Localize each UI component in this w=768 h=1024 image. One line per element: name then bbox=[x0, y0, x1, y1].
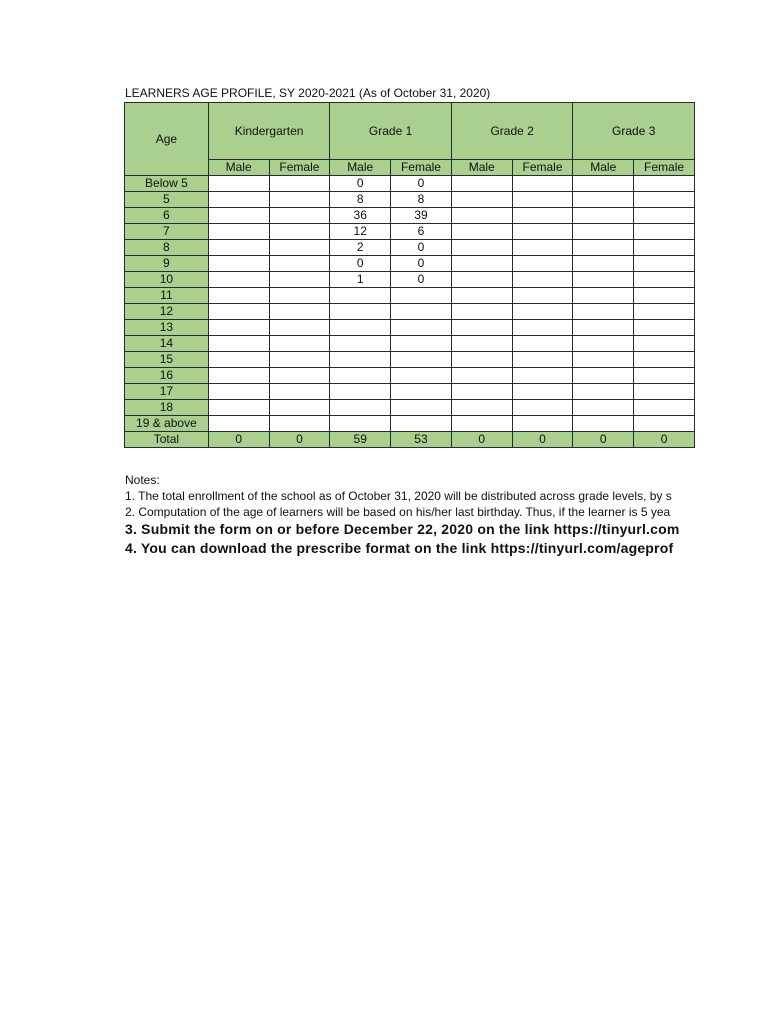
table-row bbox=[125, 176, 695, 192]
count-cell[interactable] bbox=[391, 368, 452, 384]
age-cell: 13 bbox=[125, 320, 209, 336]
age-header: Age bbox=[125, 103, 209, 176]
total-label: Total bbox=[125, 432, 209, 448]
count-cell[interactable] bbox=[269, 384, 330, 400]
count-cell[interactable] bbox=[269, 256, 330, 272]
age-cell: 7 bbox=[125, 224, 209, 240]
total-cell: 0 bbox=[451, 432, 512, 448]
count-cell[interactable] bbox=[391, 320, 452, 336]
count-cell[interactable] bbox=[573, 320, 634, 336]
table-row bbox=[125, 368, 695, 384]
count-cell[interactable] bbox=[512, 272, 573, 288]
group-header-kindergarten: Kindergarten bbox=[208, 103, 330, 160]
count-cell[interactable] bbox=[330, 336, 391, 352]
count-cell[interactable] bbox=[330, 368, 391, 384]
count-cell[interactable] bbox=[208, 288, 269, 304]
table-row bbox=[125, 288, 695, 304]
table-row bbox=[125, 304, 695, 320]
age-profile-table bbox=[124, 102, 695, 448]
table-row bbox=[125, 240, 695, 256]
count-cell[interactable] bbox=[208, 320, 269, 336]
count-cell[interactable] bbox=[330, 304, 391, 320]
count-cell[interactable] bbox=[634, 256, 695, 272]
total-cell: 59 bbox=[330, 432, 391, 448]
sub-header-female: Female bbox=[512, 160, 573, 176]
count-cell[interactable] bbox=[269, 304, 330, 320]
total-cell: 0 bbox=[634, 432, 695, 448]
count-cell[interactable] bbox=[512, 256, 573, 272]
count-cell[interactable] bbox=[269, 368, 330, 384]
count-cell[interactable] bbox=[451, 336, 512, 352]
count-cell[interactable] bbox=[208, 336, 269, 352]
count-cell[interactable] bbox=[451, 368, 512, 384]
count-cell[interactable] bbox=[208, 400, 269, 416]
count-cell[interactable] bbox=[391, 416, 452, 432]
table-row bbox=[125, 256, 695, 272]
count-cell[interactable] bbox=[208, 384, 269, 400]
count-cell[interactable] bbox=[451, 176, 512, 192]
count-cell[interactable] bbox=[208, 272, 269, 288]
count-cell[interactable] bbox=[208, 368, 269, 384]
count-cell[interactable] bbox=[573, 192, 634, 208]
count-cell[interactable] bbox=[330, 384, 391, 400]
table-row bbox=[125, 400, 695, 416]
count-cell[interactable] bbox=[634, 272, 695, 288]
count-cell[interactable]: 0 bbox=[391, 272, 452, 288]
count-cell[interactable] bbox=[391, 400, 452, 416]
count-cell[interactable] bbox=[208, 192, 269, 208]
table-row bbox=[125, 192, 695, 208]
count-cell[interactable] bbox=[269, 208, 330, 224]
notes-heading: Notes: bbox=[125, 473, 160, 487]
age-cell: 18 bbox=[125, 400, 209, 416]
count-cell[interactable] bbox=[269, 352, 330, 368]
count-cell[interactable] bbox=[208, 304, 269, 320]
count-cell[interactable] bbox=[391, 288, 452, 304]
age-cell: 9 bbox=[125, 256, 209, 272]
count-cell[interactable]: 0 bbox=[391, 256, 452, 272]
count-cell[interactable] bbox=[330, 400, 391, 416]
count-cell[interactable] bbox=[573, 336, 634, 352]
count-cell[interactable] bbox=[269, 176, 330, 192]
count-cell[interactable] bbox=[269, 400, 330, 416]
count-cell[interactable] bbox=[208, 240, 269, 256]
count-cell[interactable] bbox=[634, 304, 695, 320]
table-row bbox=[125, 416, 695, 432]
count-cell[interactable] bbox=[269, 224, 330, 240]
count-cell[interactable] bbox=[269, 192, 330, 208]
count-cell[interactable] bbox=[573, 208, 634, 224]
age-cell: 6 bbox=[125, 208, 209, 224]
age-cell: 15 bbox=[125, 352, 209, 368]
count-cell[interactable] bbox=[573, 352, 634, 368]
group-header-grade-3: Grade 3 bbox=[573, 103, 695, 160]
table-row bbox=[125, 336, 695, 352]
total-cell: 0 bbox=[269, 432, 330, 448]
count-cell[interactable]: 0 bbox=[330, 176, 391, 192]
count-cell[interactable] bbox=[512, 176, 573, 192]
count-cell[interactable] bbox=[269, 336, 330, 352]
group-header-grade-1: Grade 1 bbox=[330, 103, 452, 160]
count-cell[interactable] bbox=[634, 336, 695, 352]
count-cell[interactable] bbox=[208, 176, 269, 192]
count-cell[interactable]: 36 bbox=[330, 208, 391, 224]
count-cell[interactable] bbox=[330, 320, 391, 336]
table-row bbox=[125, 320, 695, 336]
age-cell: 8 bbox=[125, 240, 209, 256]
notes-section bbox=[125, 472, 680, 558]
count-cell[interactable]: 0 bbox=[391, 176, 452, 192]
count-cell[interactable] bbox=[573, 176, 634, 192]
sub-header-female: Female bbox=[269, 160, 330, 176]
sub-header-female: Female bbox=[391, 160, 452, 176]
count-cell[interactable] bbox=[634, 288, 695, 304]
count-cell[interactable] bbox=[330, 416, 391, 432]
note-item-bold: 3. Submit the form on or before December 22, 2020 on the link https://tinyurl.com bbox=[125, 521, 680, 537]
note-item: 1. The total enrollment of the school as of October 31, 2020 will be distributed across grade levels, by s bbox=[125, 489, 672, 503]
total-row bbox=[125, 432, 695, 448]
count-cell[interactable] bbox=[269, 272, 330, 288]
count-cell[interactable] bbox=[512, 240, 573, 256]
count-cell[interactable] bbox=[451, 272, 512, 288]
table-row bbox=[125, 208, 695, 224]
age-cell: 12 bbox=[125, 304, 209, 320]
count-cell[interactable] bbox=[330, 352, 391, 368]
count-cell[interactable] bbox=[208, 224, 269, 240]
sub-header-male: Male bbox=[208, 160, 269, 176]
count-cell[interactable] bbox=[634, 368, 695, 384]
note-item: 2. Computation of the age of learners will be based on his/her last birthday. Thus, if the learner is 5 yea bbox=[125, 505, 671, 519]
count-cell[interactable] bbox=[391, 304, 452, 320]
group-header-grade-2: Grade 2 bbox=[451, 103, 573, 160]
age-cell: 11 bbox=[125, 288, 209, 304]
count-cell[interactable]: 8 bbox=[391, 192, 452, 208]
count-cell[interactable] bbox=[634, 176, 695, 192]
count-cell[interactable] bbox=[512, 192, 573, 208]
count-cell[interactable] bbox=[634, 240, 695, 256]
count-cell[interactable] bbox=[634, 416, 695, 432]
total-cell: 0 bbox=[208, 432, 269, 448]
count-cell[interactable] bbox=[512, 336, 573, 352]
count-cell[interactable] bbox=[573, 224, 634, 240]
count-cell[interactable] bbox=[512, 304, 573, 320]
count-cell[interactable] bbox=[451, 208, 512, 224]
count-cell[interactable] bbox=[512, 384, 573, 400]
sub-header-female: Female bbox=[634, 160, 695, 176]
age-cell: Below 5 bbox=[125, 176, 209, 192]
count-cell[interactable] bbox=[269, 240, 330, 256]
count-cell[interactable] bbox=[573, 384, 634, 400]
sub-header-male: Male bbox=[573, 160, 634, 176]
count-cell[interactable] bbox=[451, 352, 512, 368]
count-cell[interactable]: 12 bbox=[330, 224, 391, 240]
count-cell[interactable] bbox=[634, 208, 695, 224]
count-cell[interactable] bbox=[512, 368, 573, 384]
count-cell[interactable] bbox=[391, 352, 452, 368]
count-cell[interactable] bbox=[573, 368, 634, 384]
count-cell[interactable]: 0 bbox=[391, 240, 452, 256]
table-body bbox=[125, 176, 695, 432]
count-cell[interactable] bbox=[208, 352, 269, 368]
count-cell[interactable] bbox=[451, 240, 512, 256]
age-cell: 5 bbox=[125, 192, 209, 208]
count-cell[interactable] bbox=[634, 400, 695, 416]
age-cell: 14 bbox=[125, 336, 209, 352]
count-cell[interactable] bbox=[451, 304, 512, 320]
age-cell: 17 bbox=[125, 384, 209, 400]
count-cell[interactable] bbox=[512, 416, 573, 432]
count-cell[interactable] bbox=[269, 320, 330, 336]
age-cell: 10 bbox=[125, 272, 209, 288]
sub-header-male: Male bbox=[330, 160, 391, 176]
sub-header-male: Male bbox=[451, 160, 512, 176]
table-row bbox=[125, 352, 695, 368]
count-cell[interactable] bbox=[634, 320, 695, 336]
count-cell[interactable] bbox=[208, 256, 269, 272]
count-cell[interactable] bbox=[634, 224, 695, 240]
count-cell[interactable] bbox=[391, 336, 452, 352]
count-cell[interactable] bbox=[451, 416, 512, 432]
count-cell[interactable] bbox=[573, 240, 634, 256]
total-cell: 0 bbox=[573, 432, 634, 448]
count-cell[interactable] bbox=[451, 320, 512, 336]
count-cell[interactable] bbox=[573, 272, 634, 288]
total-cell: 53 bbox=[391, 432, 452, 448]
count-cell[interactable]: 6 bbox=[391, 224, 452, 240]
count-cell[interactable] bbox=[512, 208, 573, 224]
count-cell[interactable] bbox=[512, 352, 573, 368]
count-cell[interactable] bbox=[512, 400, 573, 416]
count-cell[interactable] bbox=[451, 400, 512, 416]
table-row bbox=[125, 272, 695, 288]
note-item-bold: 4. You can download the prescribe format on the link https://tinyurl.com/ageprof bbox=[125, 540, 674, 556]
count-cell[interactable]: 2 bbox=[330, 240, 391, 256]
count-cell[interactable] bbox=[512, 288, 573, 304]
table-row bbox=[125, 384, 695, 400]
count-cell[interactable] bbox=[269, 288, 330, 304]
count-cell[interactable] bbox=[330, 288, 391, 304]
count-cell[interactable] bbox=[208, 208, 269, 224]
count-cell[interactable] bbox=[573, 304, 634, 320]
sheet-title: LEARNERS AGE PROFILE, SY 2020-2021 (As of October 31, 2020) bbox=[125, 86, 491, 100]
count-cell[interactable]: 1 bbox=[330, 272, 391, 288]
count-cell[interactable] bbox=[512, 320, 573, 336]
count-cell[interactable] bbox=[573, 400, 634, 416]
table-row bbox=[125, 224, 695, 240]
count-cell[interactable] bbox=[451, 192, 512, 208]
count-cell[interactable] bbox=[451, 384, 512, 400]
count-cell[interactable]: 39 bbox=[391, 208, 452, 224]
count-cell[interactable] bbox=[573, 416, 634, 432]
count-cell[interactable] bbox=[391, 384, 452, 400]
count-cell[interactable]: 8 bbox=[330, 192, 391, 208]
count-cell[interactable] bbox=[634, 352, 695, 368]
count-cell[interactable]: 0 bbox=[330, 256, 391, 272]
count-cell[interactable] bbox=[634, 192, 695, 208]
count-cell[interactable] bbox=[634, 384, 695, 400]
age-cell: 19 & above bbox=[125, 416, 209, 432]
count-cell[interactable] bbox=[573, 256, 634, 272]
total-cell: 0 bbox=[512, 432, 573, 448]
count-cell[interactable] bbox=[269, 416, 330, 432]
count-cell[interactable] bbox=[512, 224, 573, 240]
count-cell[interactable] bbox=[573, 288, 634, 304]
count-cell[interactable] bbox=[451, 288, 512, 304]
count-cell[interactable] bbox=[208, 416, 269, 432]
age-cell: 16 bbox=[125, 368, 209, 384]
count-cell[interactable] bbox=[451, 256, 512, 272]
count-cell[interactable] bbox=[451, 224, 512, 240]
